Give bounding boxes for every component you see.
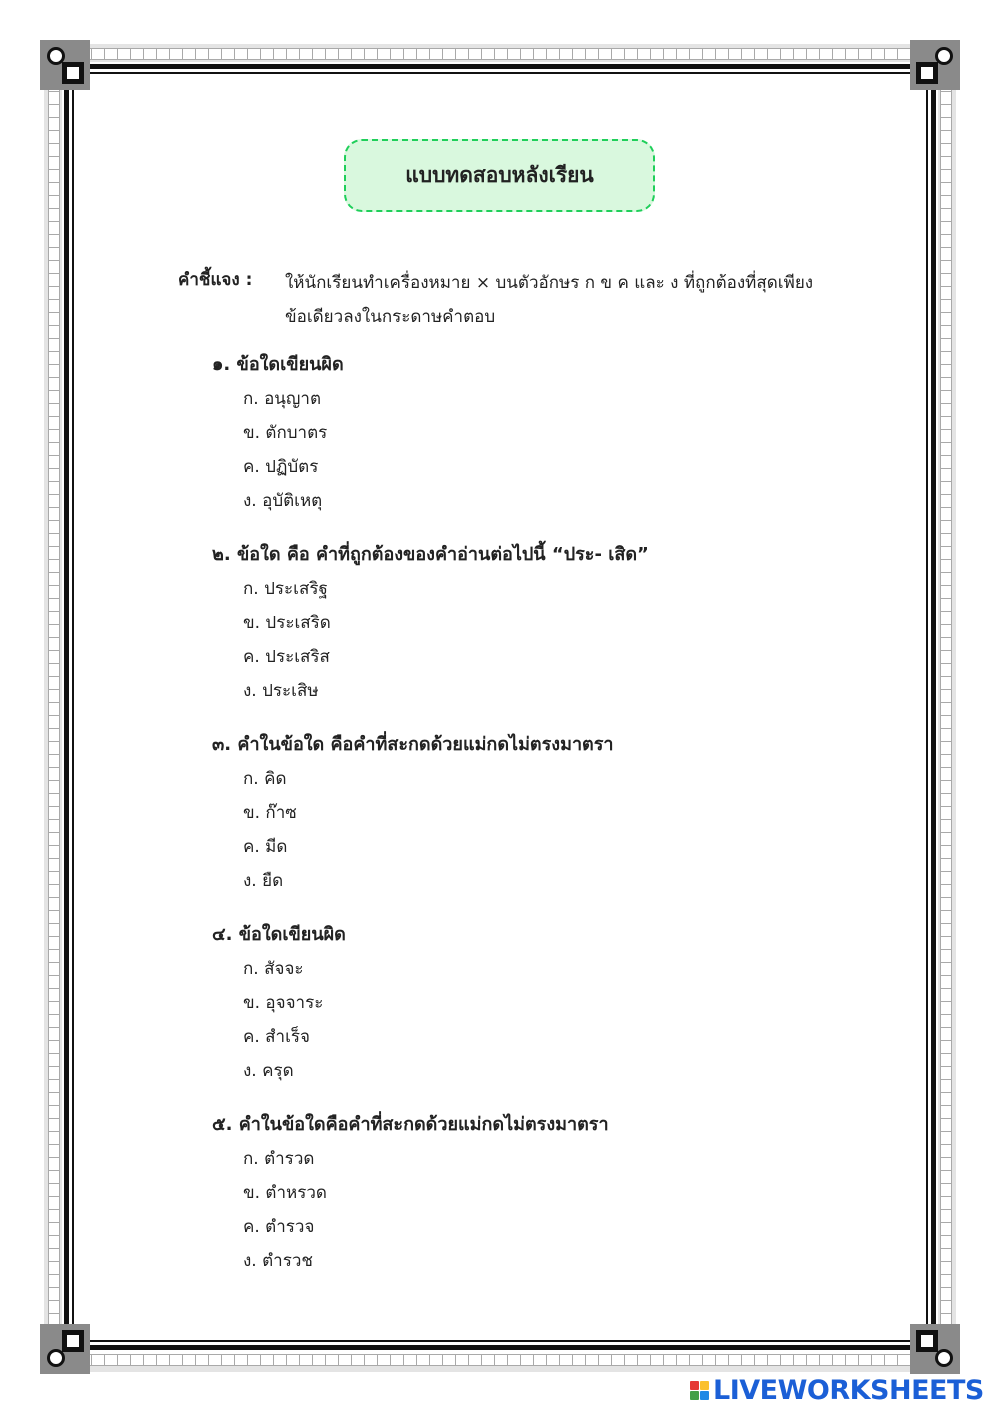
answer-option[interactable]: ค. ประเสริส (243, 647, 330, 667)
answer-option[interactable]: ง. ยืด (243, 871, 284, 891)
corner-ornament-icon (40, 40, 90, 90)
question-5 (212, 1108, 912, 1278)
corner-ornament-icon (40, 1324, 90, 1374)
answer-option[interactable]: ง. ตำรวช (243, 1251, 313, 1271)
answer-option[interactable]: ข. ก๊าซ (243, 803, 297, 823)
corner-ornament-icon (910, 1324, 960, 1374)
question-text: ๔. ข้อใดเขียนผิด (212, 924, 346, 945)
instructions-line: ให้นักเรียนทำเครื่องหมาย × บนตัวอักษร ก ข ค และ ง ที่ถูกต้องที่สุดเพียง (285, 273, 814, 293)
liveworksheets-brand[interactable] (690, 1374, 984, 1406)
answer-option[interactable]: ข. ประเสริด (243, 613, 331, 633)
answer-option[interactable]: ค. สำเร็จ (243, 1027, 311, 1047)
worksheet-title (344, 139, 655, 212)
logo-square (690, 1391, 699, 1400)
question-2 (212, 538, 912, 708)
answer-option[interactable]: ก. ประเสริฐ (243, 579, 328, 599)
logo-square (700, 1381, 709, 1390)
question-text: ๑. ข้อใดเขียนผิด (212, 354, 344, 375)
answer-option[interactable]: ก. ตำรวด (243, 1149, 315, 1169)
question-text: ๕. คำในข้อใดคือคำที่สะกดด้วยแม่กดไม่ตรงมาตรา (212, 1114, 609, 1135)
border-rail-bottom (52, 1354, 948, 1366)
liveworksheets-logo-icon (690, 1381, 709, 1400)
question-4 (212, 918, 912, 1088)
answer-option[interactable]: ค. มีด (243, 837, 288, 857)
instructions-label: คำชี้แจง : (178, 270, 253, 290)
instructions-text (285, 266, 885, 334)
corner-ornament-icon (910, 40, 960, 90)
question-text: ๒. ข้อใด คือ คำที่ถูกต้องของคำอ่านต่อไปนี้ “ประ- เสิด” (212, 544, 649, 565)
border-rail-right (940, 52, 952, 1362)
answer-option[interactable]: ข. ตำหรวด (243, 1183, 327, 1203)
logo-square (700, 1391, 709, 1400)
border-rail-left (48, 52, 60, 1362)
answer-option[interactable]: ค. ตำรวจ (243, 1217, 315, 1237)
answer-option[interactable]: ข. อุจจาระ (243, 993, 324, 1013)
question-1 (212, 348, 912, 518)
question-3 (212, 728, 912, 898)
answer-option[interactable]: ก. สัจจะ (243, 959, 304, 979)
answer-option[interactable]: ง. ประเสิษ (243, 681, 319, 701)
worksheet-title-text: แบบทดสอบหลังเรียน (405, 163, 594, 187)
logo-square (690, 1381, 699, 1390)
answer-option[interactable]: ง. อุบัติเหตุ (243, 491, 323, 511)
answer-option[interactable]: ง. ครุด (243, 1061, 294, 1081)
answer-option[interactable]: ค. ปฏิบัตร (243, 457, 319, 477)
brand-name: LIVEWORKSHEETS (713, 1374, 984, 1406)
question-text: ๓. คำในข้อใด คือคำที่สะกดด้วยแม่กดไม่ตรงมาตรา (212, 734, 614, 755)
answer-option[interactable]: ข. ตักบาตร (243, 423, 328, 443)
answer-option[interactable]: ก. อนุญาต (243, 389, 322, 409)
instructions-line: ข้อเดียวลงในกระดาษคำตอบ (285, 307, 496, 327)
border-rail-top (52, 48, 948, 60)
answer-option[interactable]: ก. คิด (243, 769, 287, 789)
